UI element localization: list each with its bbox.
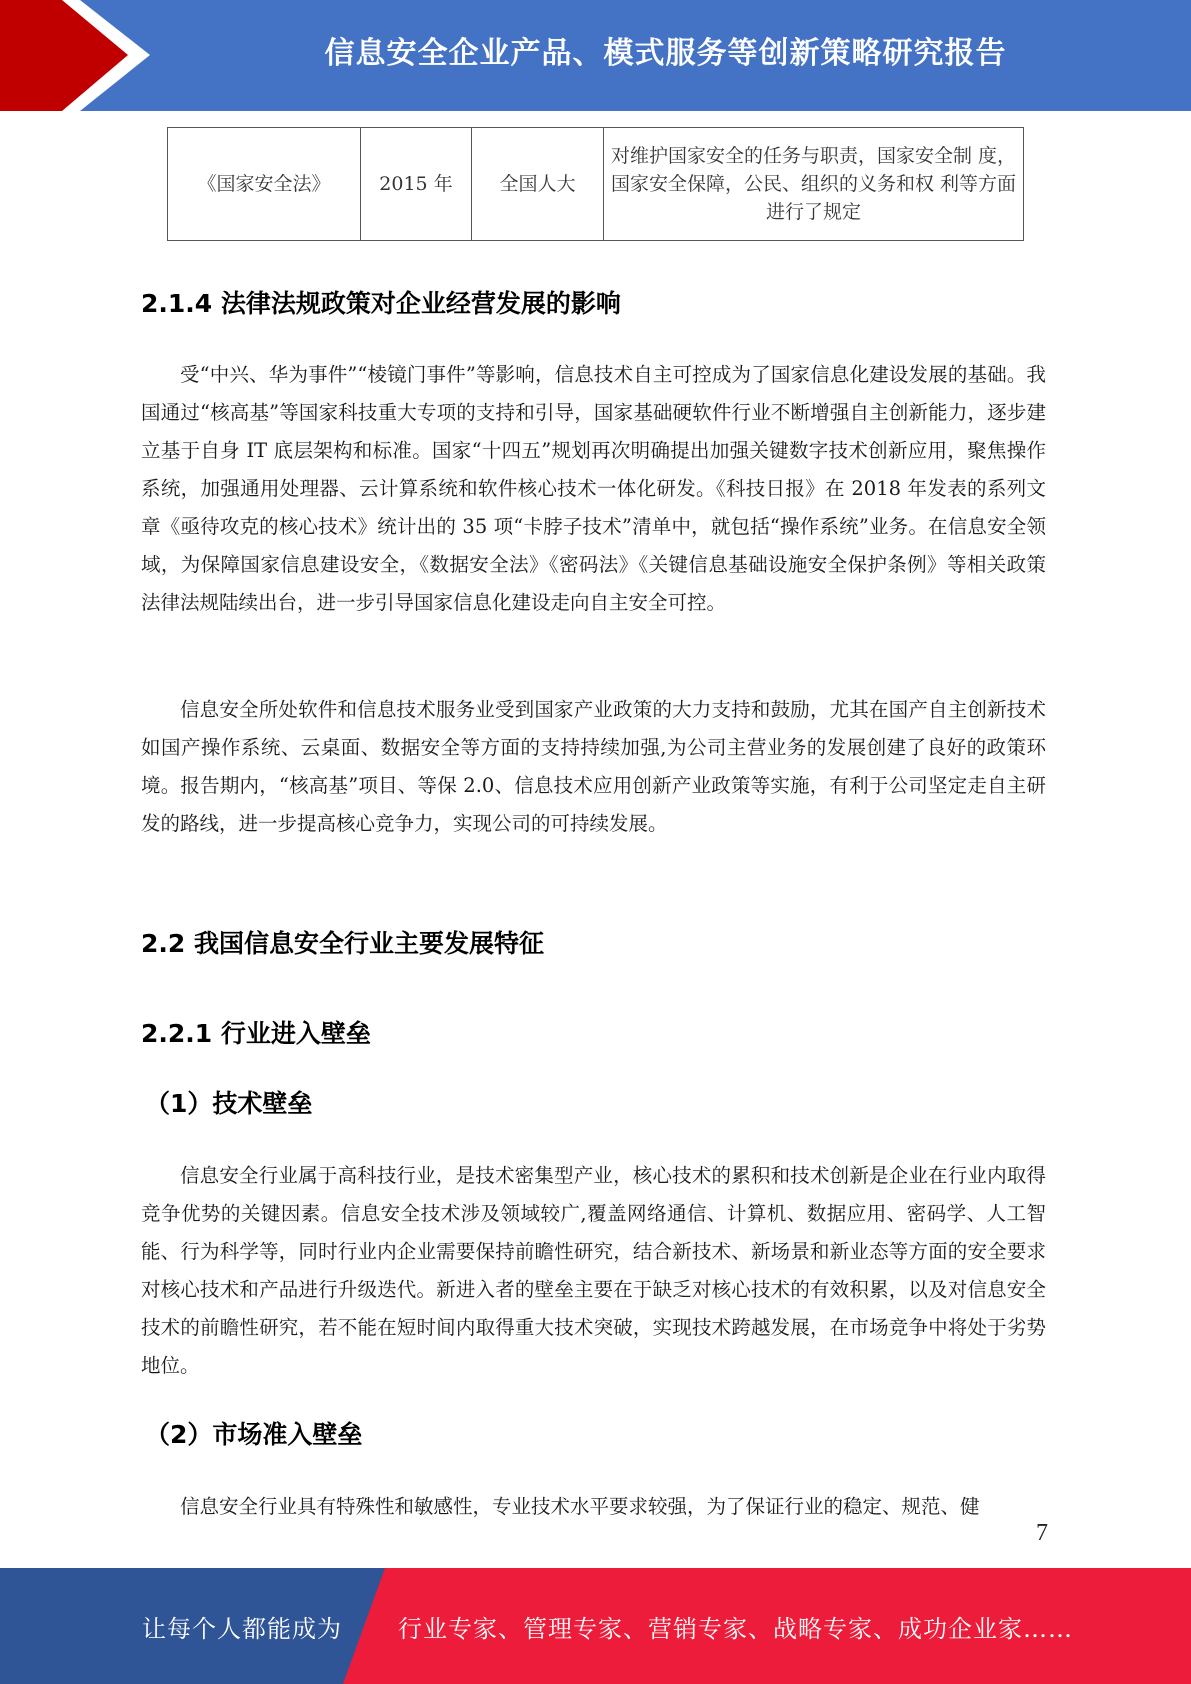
law-year-cell: 2015 年 — [361, 128, 472, 241]
law-issuer-cell: 全国人大 — [472, 128, 604, 241]
report-title: 信息安全企业产品、模式服务等创新策略研究报告 — [324, 36, 1007, 71]
law-content-cell: 对维护国家安全的任务与职责，国家安全制 度，国家安全保障，公民、组织的义务和权 利等方面进行了规定 — [604, 128, 1024, 241]
footer-slogan-left: 让每个人都能成为 — [142, 1614, 342, 1643]
paragraph-policy-environment: 信息安全所处软件和信息技术服务业受到国家产业政策的大力支持和鼓励，尤其在国产自主创新技术如国产操作系统、云桌面、数据安全等方面的支持持续加强,为公司主营业务的发展创建了良好的政策环境。报告期内，“核高基”项目、等保 2.0、信息技术应用创新产业政策等实施，有利于公司坚定走自主研发的路线，进一步提高核心竞争力，实现公司的可持续发展。 — [141, 698, 1046, 835]
subheading-market-barrier: （2）市场准入壁垒 — [145, 1420, 363, 1449]
table-row — [168, 128, 1024, 241]
paragraph-market-barrier: 信息安全行业具有特殊性和敏感性，专业技术水平要求较强，为了保证行业的稳定、规范、健 — [180, 1495, 980, 1518]
law-name-cell: 《国家安全法》 — [168, 128, 361, 241]
subheading-tech-barrier: （1）技术壁垒 — [145, 1089, 313, 1118]
section-heading-2-2-1: 2.2.1 行业进入壁垒 — [141, 1019, 371, 1048]
paragraph-tech-barrier: 信息安全行业属于高科技行业，是技术密集型产业，核心技术的累积和技术创新是企业在行业内取得竞争优势的关键因素。信息安全技术涉及领域较广,覆盖网络通信、计算机、数据应用、密码学、人工智能、行为科学等，同时行业内企业需要保持前瞻性研究，结合新技术、新场景和新业态等方面的安全要求对核心技术和产品进行升级迭代。新进入者的壁垒主要在于缺乏对核心技术的有效积累，以及对信息安全技术的前瞻性研究，若不能在短时间内取得重大技术突破，实现技术跨越发展，在市场竞争中将处于劣势地位。 — [141, 1164, 1046, 1377]
section-heading-2-2: 2.2 我国信息安全行业主要发展特征 — [141, 929, 544, 958]
page-footer — [0, 1568, 1191, 1684]
footer-slogan-right: 行业专家、管理专家、营销专家、战略专家、成功企业家…… — [398, 1614, 1073, 1643]
page-number: 7 — [1036, 1520, 1048, 1546]
section-heading-2-1-4: 2.1.4 法律法规政策对企业经营发展的影响 — [141, 289, 621, 318]
paragraph-policy-impact: 受“中兴、华为事件”“棱镜门事件”等影响，信息技术自主可控成为了国家信息化建设发展的基础。我国通过“核高基”等国家科技重大专项的支持和引导，国家基础硬软件行业不断增强自主创新能力，逐步建立基于自身 IT 底层架构和标准。国家“十四五”规划再次明确提出加强关键数字技术创新应用，聚焦操作系统，加强通用处理器、云计算系统和软件核心技术一体化研发。《科技日报》在 2018 年发表的系列文章《亟待攻克的核心技术》统计出的 35 项“卡脖子技术”清单中，就包括“操作系统”业务。在信息安全领域，为保障国家信息建设安全，《数据安全法》《密码法》《关键信息基础设施安全保护条例》等相关政策法律法规陆续出台，进一步引导国家信息化建设走向自主安全可控。 — [141, 363, 1046, 614]
law-table — [167, 127, 1024, 241]
page-header — [0, 0, 1191, 111]
